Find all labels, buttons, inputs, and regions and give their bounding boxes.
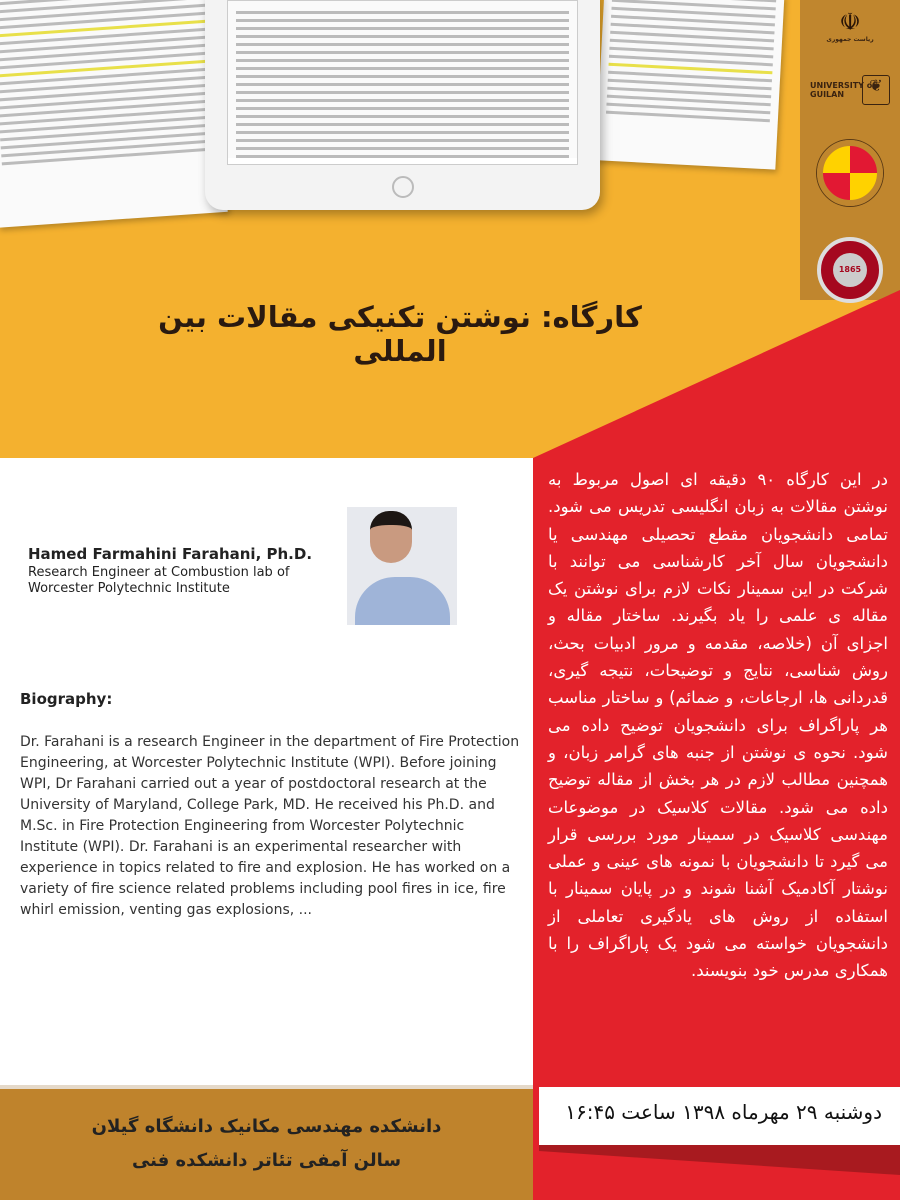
biography-text: Dr. Farahani is a research Engineer in the department of Fire Protection Engineering, at Worcester Polytechnic Institute (WPI). Before joining WPI, Dr Farahani carried out a year of postdoctoral research at the University of Maryland, College Park, MD. He received his Ph.D. and M.Sc. in Fire Protection Engineering from Worcester Polytechnic Institute (WPI). Dr. Farahani is an experimental researcher with experience in topics related to fire and explosion. He has worked on a variety of fire science related problems including pool fires in ice, fire whirl emission, venting gas explosions, ...: [20, 734, 520, 918]
venue-line2: سالن آمفی تئاتر دانشکده فنی: [131, 1150, 402, 1171]
biography-heading: Biography:: [20, 690, 113, 708]
event-datetime: دوشنبه ۲۹ مهرماه ۱۳۹۸ ساعت ۱۶:۴۵: [565, 1100, 882, 1124]
wpi-logo: 1865: [810, 237, 890, 303]
venue: [0, 1110, 533, 1178]
speaker-role-line2: Worcester Polytechnic Institute: [28, 581, 230, 596]
venue-line1: دانشکده مهندسی مکانیک دانشگاه گیلان: [91, 1116, 442, 1137]
guilan-university-logo: ❦ UNIVERSITY of GUILAN: [810, 75, 890, 120]
iran-presidency-logo: ☫ ریاست جمهوری: [826, 8, 874, 43]
speaker-photo: [347, 507, 457, 625]
speaker-role: [28, 565, 328, 597]
speaker-name: Hamed Farmahini Farahani, Ph.D.: [28, 545, 313, 563]
newspaper-left: [0, 0, 228, 228]
workshop-title: کارگاه: نوشتن تکنیکی مقالات بین المللی: [158, 300, 642, 368]
maryland-logo: [810, 140, 890, 206]
workshop-description: در این کارگاه ۹۰ دقیقه ای اصول مربوط به نوشتن مقالات به زبان انگلیسی تدریس می شود. تمامی دانشجویان مقطع تحصیلی مهندسی یا دانشجویان سال آخر کارشناسی می توانند با شرکت در این سمینار نکات لازم برای نوشتن یک مقاله ی علمی را یاد بگیرند. ساختار مقاله و اجزای آن (خلاصه، مقدمه و مرور ادبیات بحث، روش شناسی، نتایج و توضیحات، نتیجه گیری، قدردانی ها، ارجاعات، و ضمائم) و ساختار مناسب هر پاراگراف برای دانشجویان توضیح داده می شود. نحوه ی نوشتن از جنبه های گرامر زبان، و همچنین مطالب لازم در هر بخش از مقاله توضیح داده می شود. مقالات کلاسیک در موضوعات مهندسی کلاسیک در سمینار مورد بررسی قرار می گیرد تا دانشجویان با نمونه های عینی و عملی نوشتار آکادمیک آشنا شوند و در پایان سمینار با استفاده از روش های یادگیری تعاملی از دانشجویان خواسته می شود یک پاراگراف را با همکاری مدرس خود بنویسند.: [548, 470, 888, 981]
speaker-role-line1: Research Engineer at Combustion lab of: [28, 565, 290, 580]
tablet-image: [205, 0, 600, 210]
newspaper-right: [596, 0, 785, 170]
